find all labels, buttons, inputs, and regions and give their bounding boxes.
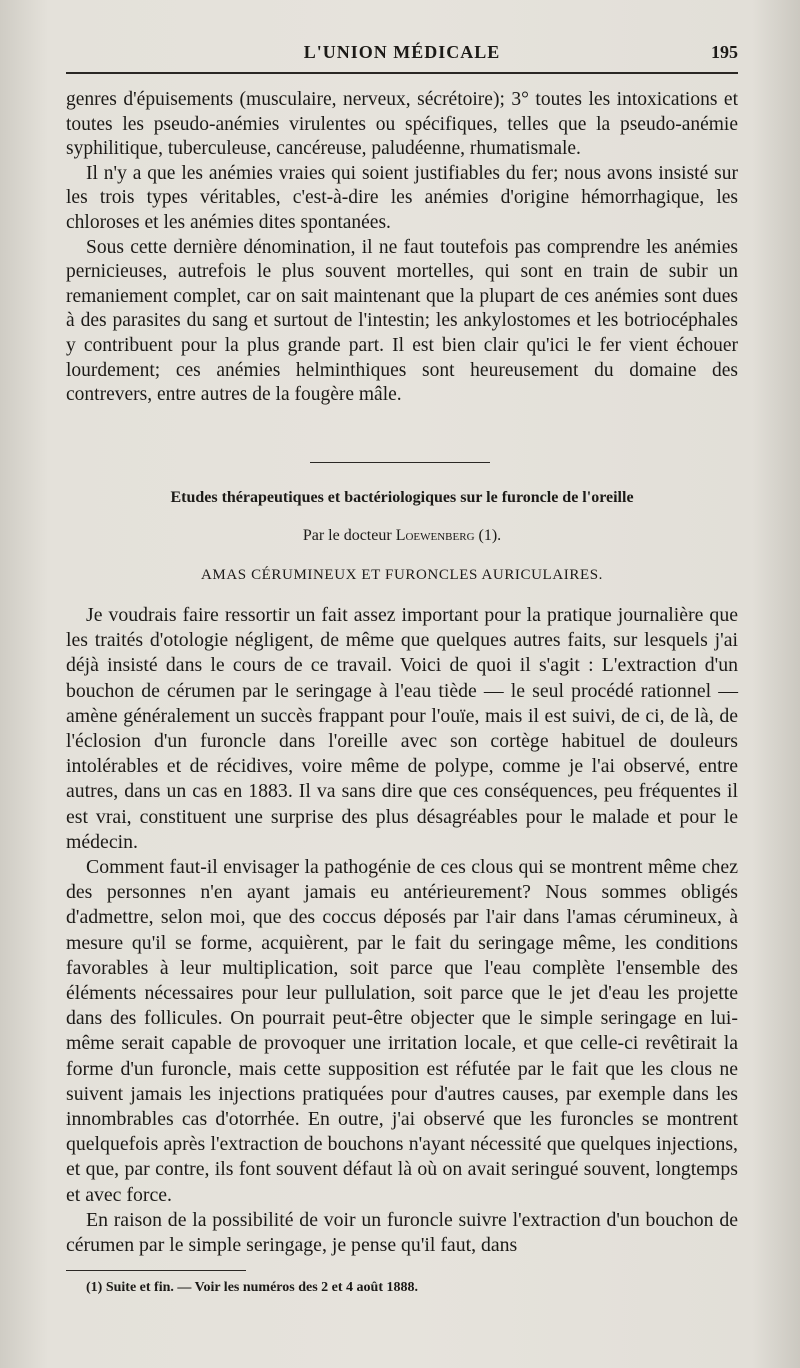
footnote: (1) Suite et fin. — Voir les numéros des 2 et 4 août 1888. [86, 1280, 418, 1295]
paragraph: En raison de la possibilité de voir un furoncle suivre l'extraction d'un bouchon de cérumen par le simple seringage, je pense qu'il faut, dans [66, 1208, 738, 1257]
paragraph: Il n'y a que les anémies vraies qui soient justifiables du fer; nous avons insisté sur les trois types véritables, c'est-à-dire les anémies d'origine hémorrhagique, les chloroses et les anémies dites spontanées. [66, 162, 738, 233]
journal-title: L'UNION MÉDICALE [303, 42, 501, 62]
article-title: Etudes thérapeutiques et bactériologiques sur le furoncle de l'oreille [170, 489, 634, 506]
paragraph: Je voudrais faire ressortir un fait assez important pour la pratique journalière que les traités d'otologie négligent, de même que quelques autres faits, sur lesquels j'ai déjà insisté dans le cours de ce travail. Voici de quoi il s'agit : L'extraction d'un bouchon de cérumen par le seringage à l'eau tiède — le seul procédé rationnel — amène généralement un succès frappant pour l'ouïe, mais il est suivi, de ci, de là, de l'éclosion d'un furoncle dans l'oreille avec son cortège habituel de douleurs intolérables et de récidives, voire même de polype, comme je l'ai observé, entre autres, dans un cas en 1883. Il va sans dire que ces conséquences, peu fréquentes il est vrai, constituent une surprise des plus désagréables pour le malade et pour le médecin. [66, 604, 738, 853]
header-rule [66, 72, 738, 74]
paragraph: genres d'épuisements (musculaire, nerveux, sécrétoire); 3° toutes les intoxications et toutes les pseudo-anémies virulentes ou spécifiques, telles que la pseudo-anémie syphilitique, tuberculeuse, cancéreuse, paludéenne, rhumatismale. [66, 89, 738, 160]
article-author [66, 527, 738, 545]
article-subtitle: AMAS CÉRUMINEUX ET FURONCLES AURICULAIRES. [200, 567, 604, 583]
footnote-rule [66, 1270, 246, 1271]
page-header [66, 42, 738, 72]
section-anemia-text [66, 88, 738, 408]
author-footnote-ref: (1). [478, 527, 502, 544]
article-body [66, 603, 738, 1258]
author-name: Loewenberg [395, 527, 475, 544]
author-prefix: Par le docteur [302, 527, 392, 544]
paragraph: Sous cette dernière dénomination, il ne faut toutefois pas comprendre les anémies pernicieuses, autrefois le plus souvent mortelles, qui sont en train de subir un remaniement complet, car on sait maintenant que la plupart de ces anémies sont dues à des parasites du sang et surtout de l'intestin; les ankylostomes et les botriocéphales y contribuent pour la plus grande part. Il est bien clair qu'ici le fer vient échouer lourdement; ces anémies helminthiques sont heureusement du domaine des contrevers, entre autres de la fougère mâle. [66, 236, 738, 406]
section-separator [310, 462, 490, 463]
paragraph: Comment faut-il envisager la pathogénie de ces clous qui se montrent même chez des personnes n'en ayant jamais eu antérieurement? Nous sommes obligés d'admettre, selon moi, que des coccus déposés par l'air dans l'amas cérumineux, à mesure qu'il se forme, acquièrent, par le fait du seringage même, les conditions favorables à leur multiplication, soit parce que l'eau complète l'ensemble des éléments nécessaires pour leur pullulation, soit parce que le jet d'eau les projette dans des follicules. On pourrait peut-être objecter que le simple seringage en lui-même serait capable de provoquer une irritation locale, et que celle-ci revêtirait la forme d'un furoncle, mais cette supposition est réfutée par le fait que les clous ne suivent jamais les injections pratiquées pour d'autres causes, par exemple dans les innombrables cas d'otorrhée. En outre, j'ai observé que les furoncles se montrent quelquefois après l'extraction de bouchons n'ayant nécessité que quelques injections, et que, par contre, ils font souvent défaut là où on avait seringué souvent, longtemps et avec force. [66, 856, 738, 1206]
page-number: 195 [711, 42, 738, 62]
